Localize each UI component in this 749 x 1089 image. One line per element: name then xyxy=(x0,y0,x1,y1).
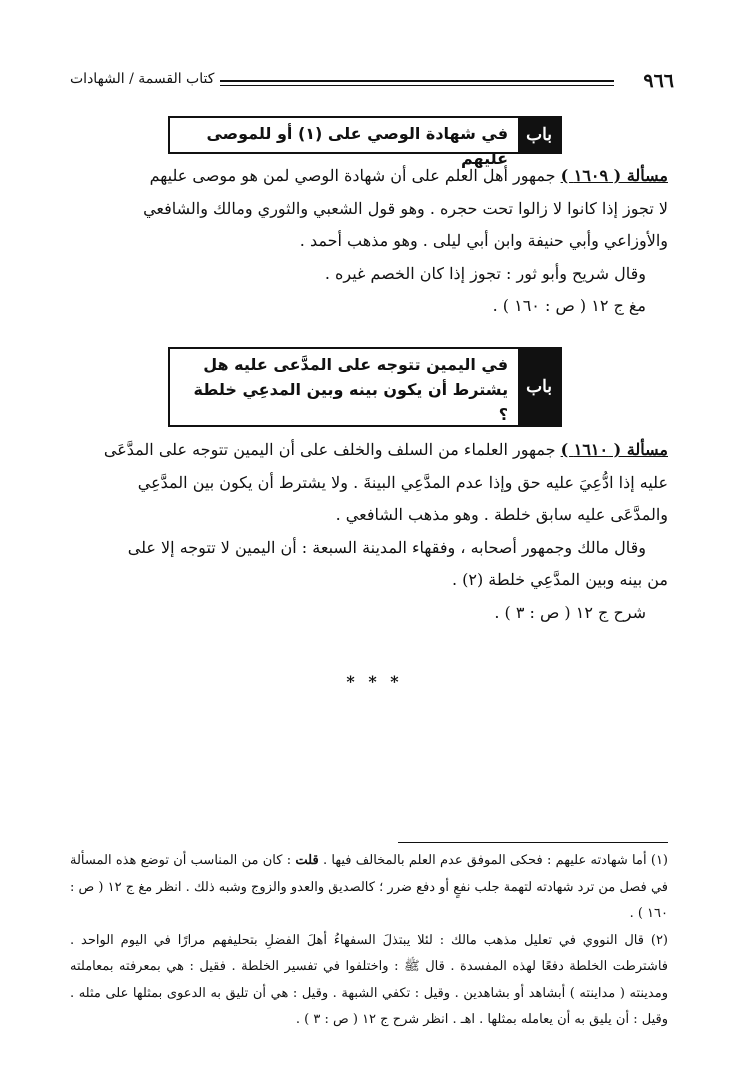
text-line: وقال مالك وجمهور أصحابه ، وفقهاء المدينة السبعة : أن اليمين لا تتوجه إلا على xyxy=(127,537,646,557)
footnote-text: (١) أما شهادته عليهم : فحكى الموفق عدم العلم بالمخالف فيها . xyxy=(318,853,668,868)
chapter-title-line: في اليمين تتوجه على المدَّعى عليه هل xyxy=(203,355,509,374)
text-line: وقال شريح وأبو ثور : تجوز إذا كان الخصم غيره . xyxy=(324,263,646,283)
reference: شرح ج ١٢ ( ص : ٣ ) . xyxy=(494,602,646,622)
footnote-2: (٢) قال النووي في تعليل مذهب مالك : لئلا يبتذلَ السفهاءُ أهلَ الفضلِ بتحليفهم مرارًا في اليوم الواحد . فاشترطت الخلطة دفعًا لهذه المفسدة . قال ﷺ : واختلفوا في تفسير الخلطة . فقيل : هي بمعرفته بمعاملته ومدينته ( مداينته ) أبشاهد أو بشاهدين . وقيل : تكفي الشبهة . وقيل : هي أن تليق به الدعوى بمثلها على مثله . وقيل : أن يليق به أن يعامله بمثلها . اهـ . انظر شرح ج ١٢ ( ص : ٣ ) . xyxy=(70,932,668,1027)
issue-label: مسألة ( ١٦٠٩ ) xyxy=(560,166,668,185)
text-line xyxy=(70,160,668,193)
footnote-1 xyxy=(70,848,668,928)
footnote-keyword: قلت xyxy=(295,853,319,868)
header-rule xyxy=(220,80,614,86)
footnotes xyxy=(70,848,668,1034)
chapter-label: باب xyxy=(518,118,560,152)
text-span: جمهور العلماء من السلف والخلف على أن اليمين تتوجه على المدَّعَى xyxy=(103,440,561,459)
chapter-title-line: يشترط أن يكون بينه وبين المدعِي خلطة ؟ xyxy=(193,379,509,424)
text-line: والأوزاعي وأبي حنيفة وابن أبي ليلى . وهو مذهب أحمد . xyxy=(299,231,668,250)
chapter-title: في شهادة الوصي على (١) أو للموصى عليهم xyxy=(206,124,509,168)
footnote-text: : كان من المناسب أن توضع هذه المسألة في فصل من ترد شهادته لتهمة جلب نفعٍ أو دفع ضرر ؛ كالصديق والعدو والزوج وشبه ذلك . انظر مغ ج ١٢ ( ص : ١٦٠ ) . xyxy=(70,853,668,921)
page-number: ٩٦٦ xyxy=(643,70,674,92)
chapter-title xyxy=(170,349,518,425)
text-line: لا تجوز إذا كانوا لا زالوا تحت حجره . وهو قول الشعبي والثوري ومالك والشافعي xyxy=(143,198,668,218)
chapter-heading-2 xyxy=(168,347,562,427)
text-line: من بينه وبين المدَّعِي خلطة (٢) . xyxy=(451,570,668,589)
chapter-label: باب xyxy=(518,349,560,425)
page-header xyxy=(70,70,674,100)
footnote-rule xyxy=(398,842,668,843)
running-title: كتاب القسمة / الشهادات xyxy=(70,71,215,87)
reference: مغ ج ١٢ ( ص : ١٦٠ ) . xyxy=(492,296,646,315)
issue-label: مسألة ( ١٦١٠ ) xyxy=(560,440,668,459)
issue-1610 xyxy=(70,434,668,629)
chapter-heading-1 xyxy=(168,116,562,168)
section-separator: * * * xyxy=(346,672,403,691)
issue-1609 xyxy=(70,160,668,323)
text-line xyxy=(70,434,668,467)
text-line: عليه إذا ادُّعِيَ عليه حق وإذا عدم المدَّعِي البينةَ . ولا يشترط أن يكون بين المدَّعِي xyxy=(137,472,668,492)
text-line: والمدَّعَى عليه سابق خلطة . وهو مذهب الشافعي . xyxy=(335,505,668,524)
text-span: جمهور أهل العلم على أن شهادة الوصي لمن هو موصى عليهم xyxy=(149,166,561,185)
